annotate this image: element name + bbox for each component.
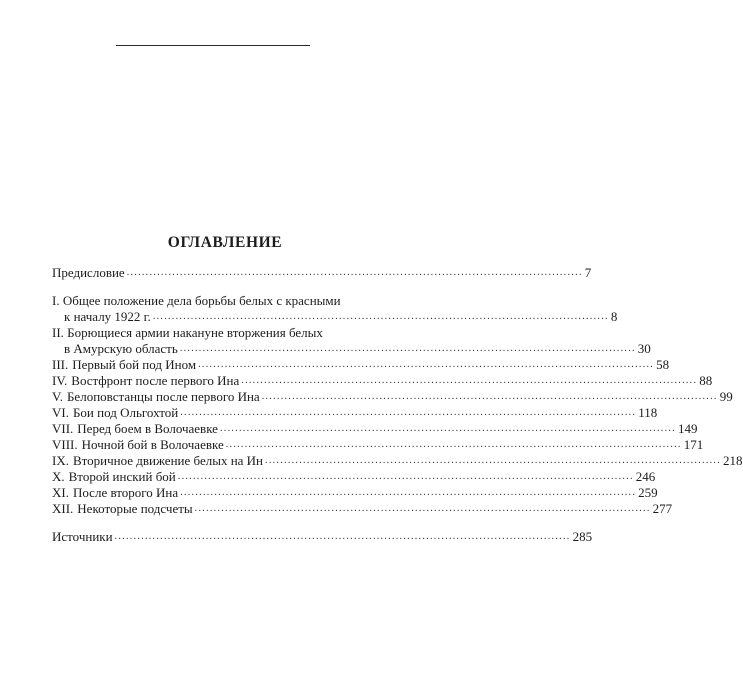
entry-label: Предисловие	[52, 265, 125, 280]
toc-entry-sources[interactable]	[52, 529, 593, 545]
toc-entry-chapter-9[interactable]	[52, 453, 743, 469]
page-number: 285	[572, 529, 593, 544]
chapter-number: IX.	[52, 453, 69, 468]
dot-leader: ........................................................................................................................	[126, 267, 583, 278]
page-number: 88	[699, 373, 713, 388]
dot-leader: ........................................................................................................................	[179, 343, 636, 354]
entry-label: Источники	[52, 529, 113, 544]
page-number: 218	[723, 453, 743, 468]
chapter-number: XI.	[52, 485, 69, 500]
chapter-number: XII.	[52, 501, 74, 516]
chapter-number: VI.	[52, 405, 69, 420]
dot-leader: ........................................................................................................................	[261, 391, 718, 402]
page-number: 58	[656, 357, 670, 372]
toc-entry-chapter-12[interactable]	[52, 501, 673, 517]
toc-entry-chapter-11[interactable]	[52, 485, 658, 501]
chapter-number: I.	[52, 293, 60, 308]
dot-leader: ........................................................................................................................	[114, 531, 571, 542]
toc-entry-chapter-2-line2[interactable]	[52, 341, 651, 357]
entry-label: Общее положение дела борьбы белых с красными	[62, 293, 341, 308]
dot-leader: ........................................................................................................................	[194, 503, 651, 514]
chapter-number: V.	[52, 389, 63, 404]
page-number: 277	[652, 501, 673, 516]
entry-label: Вторичное движение белых на Ин	[72, 453, 264, 468]
chapter-number: VIII.	[52, 437, 78, 452]
toc-entry-chapter-3[interactable]	[52, 357, 670, 373]
chapter-number: IV.	[52, 373, 68, 388]
entry-label: Второй инский бой	[68, 469, 176, 484]
entry-label: Белоповстанцы после первого Ина	[66, 389, 260, 404]
dot-leader: ........................................................................................................................	[198, 359, 655, 370]
entry-label: Некоторые подсчеты	[77, 501, 193, 516]
header-rule	[116, 45, 310, 46]
page-number: 7	[584, 265, 592, 280]
dot-leader: ........................................................................................................................	[219, 423, 676, 434]
page-number: 8	[610, 309, 618, 324]
chapter-number: II.	[52, 325, 64, 340]
chapter-number: X.	[52, 469, 65, 484]
toc-entry-chapter-1-line2[interactable]	[52, 309, 618, 325]
dot-leader: ........................................................................................................................	[180, 407, 637, 418]
dot-leader: ........................................................................................................................	[265, 455, 722, 466]
entry-label-continuation: к началу 1922 г.	[64, 309, 151, 324]
toc-heading: ОГЛАВЛЕНИЕ	[167, 234, 283, 251]
entry-label: Борющиеся армии накануне вторжения белых	[67, 325, 323, 340]
toc-entry-chapter-1-line1[interactable]	[52, 293, 341, 309]
page-number: 259	[638, 485, 658, 500]
page-number: 30	[637, 341, 651, 356]
chapter-number: VII.	[52, 421, 74, 436]
dot-leader: ........................................................................................................................	[180, 487, 637, 498]
toc-entry-chapter-5[interactable]	[52, 389, 733, 405]
toc-entry-chapter-8[interactable]	[52, 437, 704, 453]
entry-label: Ночной бой в Волочаевке	[81, 437, 224, 452]
page-number: 171	[683, 437, 704, 452]
page-number: 246	[635, 469, 656, 484]
dot-leader: ........................................................................................................................	[225, 439, 682, 450]
toc-entry-chapter-2-line1[interactable]	[52, 325, 323, 341]
dot-leader: ........................................................................................................................	[241, 375, 698, 386]
entry-label: Первый бой под Ином	[72, 357, 197, 372]
entry-label: Востфронт после первого Ина	[71, 373, 240, 388]
entry-label-continuation: в Амурскую область	[64, 341, 178, 356]
page-number: 99	[719, 389, 733, 404]
toc-entry-chapter-10[interactable]	[52, 469, 656, 485]
page-number: 118	[638, 405, 658, 420]
dot-leader: ........................................................................................................................	[152, 311, 609, 322]
page-number: 149	[677, 421, 698, 436]
entry-label: Перед боем в Волочаевке	[77, 421, 218, 436]
chapter-number: III.	[52, 357, 69, 372]
entry-label: После второго Ина	[72, 485, 179, 500]
entry-label: Бои под Ольгохтой	[72, 405, 179, 420]
toc-entry-chapter-7[interactable]	[52, 421, 698, 437]
toc-entry-preface[interactable]	[52, 265, 592, 281]
toc-entry-chapter-6[interactable]	[52, 405, 658, 421]
toc-entry-chapter-4[interactable]	[52, 373, 713, 389]
dot-leader: ........................................................................................................................	[177, 471, 634, 482]
